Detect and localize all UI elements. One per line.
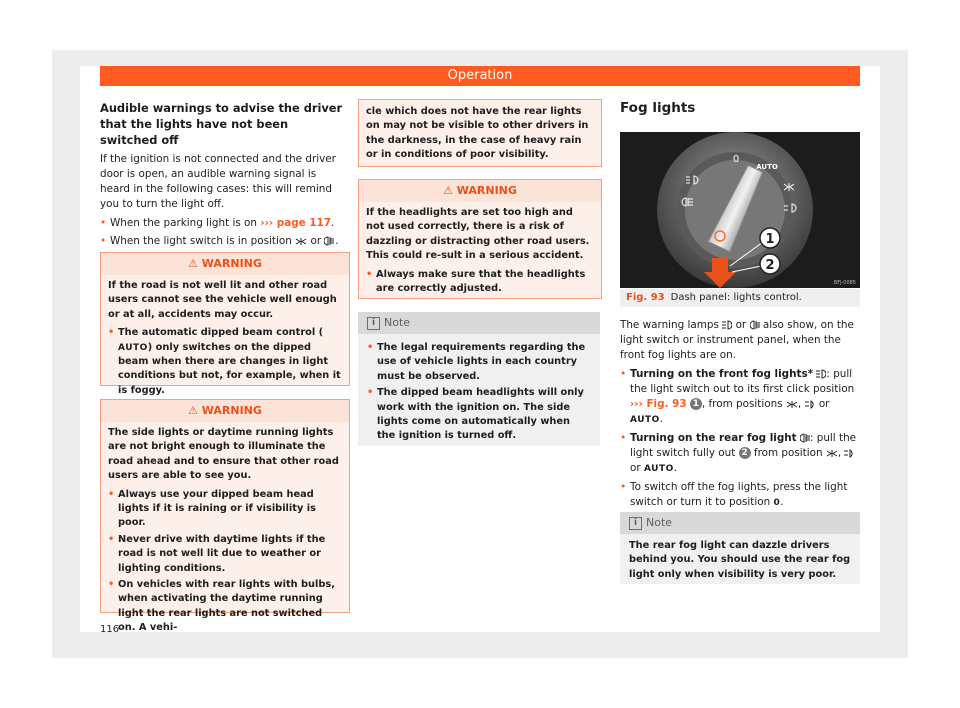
info-icon: i [367,317,380,330]
light-switch-illustration [620,132,860,288]
auto-symbol: AUTO [630,415,660,425]
svg-text:1: 1 [765,232,775,247]
list-item: • When the light switch is in position or . [100,234,348,249]
rear-fog-light-icon [324,236,335,246]
note-box [358,312,600,446]
figure-light-switch [620,132,860,288]
front-fog-light-icon [816,369,826,379]
callout-1-badge: 1 [690,398,702,410]
left-column [100,100,348,252]
warning-header: ⚠ WARNING [101,253,349,275]
section-title: Fog lights [620,100,696,116]
svg-text:2: 2 [765,258,775,273]
dipped-beam-icon [805,400,816,409]
page-link[interactable]: ››› page 117 [260,217,332,229]
svg-text:BFJ-0085: BFJ-0085 [833,280,856,286]
note-header: i Note [620,512,860,534]
warning-header: ⚠ WARNING [359,180,601,202]
warning-box: ⚠ WARNING The side lights or daytime running lights are not bright enough to illuminate the road ahead and to ensure that other road users are able to see you. • Always use your dipped beam head lights if it is raining or if visibility is poor. • Never drive with daytime lights if the road is not well lit due to weather or lighting conditions. • On vehicles with rear lights with bulbs, when activating the daytime running light the rear lights are not switched on. A vehi- [100,399,350,613]
list-item: • Turning on the front fog lights* : pull the light switch out to its first click position ››› Fig. 93 1 , from positions , or AUTO. [620,367,860,428]
intro-paragraph: If the ignition is not connected and the driver door is open, an audible warning signal is heard in the following cases: this will remind you to turn the light off. [100,153,336,210]
svg-text:AUTO: AUTO [756,163,778,171]
zero-symbol: 0 [773,498,781,508]
dipped-beam-icon [844,449,855,458]
right-column-text [620,318,860,514]
auto-symbol: AUTO [643,464,674,474]
warning-box: ⚠ WARNING If the headlights are set too high and not used correctly, there is a risk of dazzling or distracting other road users. This could re-sult in a serious accident. • Always make sure that the headlights are correctly adjusted. [358,179,602,299]
figure-caption: Fig. 93 Dash panel: lights control. [620,289,860,307]
list-item: • To switch off the fog lights, press the light switch or turn it to position 0. [620,480,860,511]
warning-box-continued: cle which does not have the rear lights on may not be visible to other drivers in the darkness, in the case of heavy rain or in conditions of poor visibility. [358,99,602,167]
side-light-icon [786,400,798,409]
side-light-icon [295,237,307,246]
front-fog-light-icon [722,320,732,330]
list-item: • Always make sure that the headlights are correctly adjusted. [366,268,594,297]
callout-2-badge: 2 [739,447,751,459]
section-heading: Audible warnings to advise the driver that the lights have not been switched off [100,101,343,147]
list-item: • Turning on the rear fog light : pull the light switch fully out 2 from position , or AUTO. [620,431,860,477]
list-item: • The legal requirements regarding the use of vehicle lights in each country must be observed. [367,341,591,384]
rear-fog-light-icon [750,320,760,330]
svg-text:0: 0 [732,154,740,165]
info-icon: i [629,517,642,530]
note-header: i Note [358,312,600,334]
list-item: • Never drive with daytime lights if the road is not well lit due to weather or lighting conditions. [108,533,342,576]
list-item: • Always use your dipped beam head lights if it is raining or if visibility is poor. [108,488,342,531]
rear-fog-light-icon [800,433,810,443]
list-item: • On vehicles with rear lights with bulbs, when activating the daytime running light the rear lights are not switched on. A vehi- [108,578,342,636]
section-header: Operation [100,66,860,86]
auto-symbol: AUTO [118,342,148,353]
warning-header: ⚠ WARNING [101,400,349,422]
list-item: • The automatic dipped beam control (AUTO) only switches on the dipped beam when there are changes in light conditions but not, for example, when it is foggy. [108,326,342,398]
paragraph: The warning lamps or also show, on the light switch or instrument panel, when the front fog lights are on. [620,319,854,361]
figure-link[interactable]: ››› Fig. 93 [630,398,687,410]
warning-box: ⚠ WARNING If the road is not well lit and other road users cannot see the vehicle well enough or at all, accidents may occur. • The automatic dipped beam control (AUTO) only switches on the dipped beam when there are changes in light conditions but not, for example, when it is foggy. [100,252,350,386]
list-item: • The dipped beam headlights will only work with the ignition on. The side lights come on automatically when the ignition is turned off. [367,386,591,444]
list-item: • When the parking light is on ››› page 117. [100,216,348,231]
note-box: i Note The rear fog light can dazzle drivers behind you. You should use the rear fog light only when visibility is very poor. [620,512,860,584]
side-light-icon [826,449,838,458]
page-number: 116 [100,624,120,635]
